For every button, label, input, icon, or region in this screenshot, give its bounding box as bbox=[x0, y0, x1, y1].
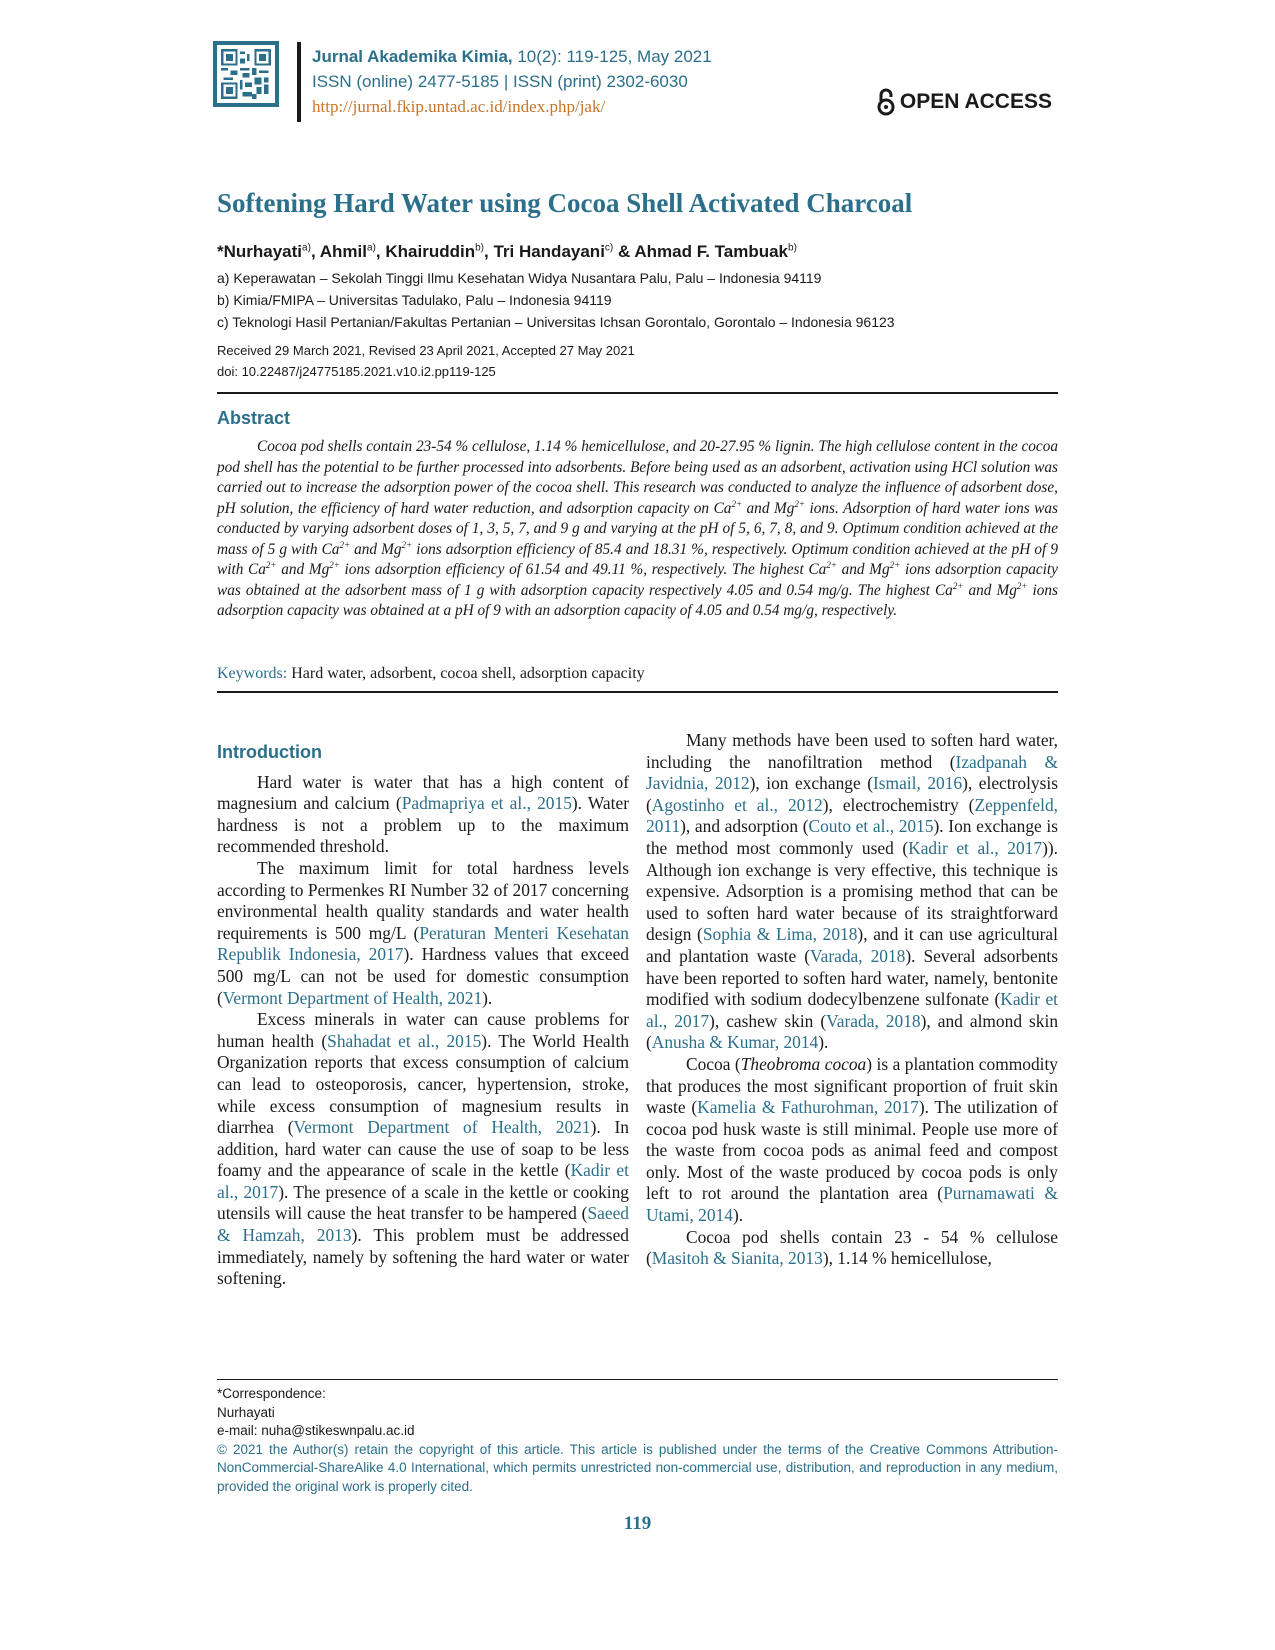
author-name: *Nurhayati bbox=[217, 242, 303, 261]
citation-link[interactable]: Kadir et al., 2017 bbox=[908, 837, 1043, 858]
abstract-text: Cocoa pod shells contain 23-54 % cellulose, 1.14 % hemicellulose, and 20-27.95 % lignin. The high cellulose content in the cocoa pod shell has the potential to be further processed into adsorbents. Before being used as an adsorbent, activation using HCl solution was carried out to increase the adsorption power of the cocoa shell. This research was conducted to analyze the influence of adsorbent dose, pH solution, the efficiency of hard water reduction, and adsorption capacity on $Ca^{2+}$ and $Mg^{2+}$ ions. Adsorption of hard water ions was conducted by varying adsorbent doses of 1, 3, 5, 7, and 9 g and varying at the pH of 5, 6, 7, 8, and 9. Optimum condition achieved at the mass of 5 g with $Ca^{2+}$ and $Mg^{2+}$ ions adsorption efficiency of 85.4 and 18.31 %, respectively. Optimum condition achieved at the pH of 9 with $Ca^{2+}$ and $Mg^{2+}$ ions adsorption efficiency of 61.54 and 49.11 %, respectively. The highest $Ca^{2+}$ and $Mg^{2+}$ ions adsorption capacity was obtained at the adsorbent mass of 1 g with adsorption capacity respectively 4.05 and 0.54 mg/g. The highest $Ca^{2+}$ and $Mg^{2+}$ ions adsorption capacity was obtained at a pH of 9 with an adsorption capacity of 4.05 and 0.54 mg/g, respectively. bbox=[217, 438, 1058, 619]
left-column-paragraph: Excess minerals in water can cause problems for human health (Shahadat et al., 2015). The World Health Organization reports that excess consumption of calcium can lead to osteoporosis, cancer, hypertension, stroke, while excess consumption of magnesium results in diarrhea (Vermont Department of Health, 2021). In addition, hard water can cause the use of soap to be less foamy and the appearance of scale in the kettle (Kadir et al., 2017). The presence of a scale in the kettle or cooking utensils will cause the heat transfer to be hampered (Saeed & Hamzah, 2013). This problem must be addressed immediately, namely by softening the hard water or water softening. bbox=[217, 1009, 630, 1289]
citation-link[interactable]: Zeppenfeld, 2011 bbox=[646, 794, 1058, 837]
affiliation-c: c) Teknologi Hasil Pertanian/Fakultas Pertanian – Universitas Ichsan Gorontalo, Gorontalo – Indonesia 96123 bbox=[217, 314, 895, 330]
citation-link[interactable]: Saeed & Hamzah, 2013 bbox=[217, 1203, 629, 1246]
citation-link[interactable]: Sophia & Lima, 2018 bbox=[702, 924, 858, 945]
author-name: Ahmad F. Tambuak bbox=[634, 242, 789, 261]
affiliation-a: a) Keperawatan – Sekolah Tinggi Ilmu Kesehatan Widya Nusantara Palu, Palu – Indonesia 94119 bbox=[217, 270, 822, 286]
citation-link[interactable]: Kadir et al., 2017 bbox=[646, 989, 1058, 1031]
right-column-paragraph: Cocoa pod shells contain 23 - 54 % cellulose (Masitoh & Sianita, 2013), 1.14 % hemicellulose, bbox=[646, 1226, 1058, 1269]
left-column-paragraph: The maximum limit for total hardness levels according to Permenkes RI Number 32 of 2017 concerning environmental health quality standards and water health requirements is 500 mg/L (Peraturan Menteri Kesehatan Republik Indonesia, 2017). Hardness values that exceed 500 mg/L can not be used for domestic consumption (Vermont Department of Health, 2021). bbox=[217, 857, 630, 1008]
citation-link[interactable]: Ismail, 2016 bbox=[873, 773, 963, 794]
received-dates: Received 29 March 2021, Revised 23 April 2021, Accepted 27 May 2021 bbox=[217, 343, 635, 358]
open-access-lock-icon bbox=[876, 88, 896, 116]
keywords bbox=[217, 665, 645, 683]
citation-link[interactable]: Shahadat et al., 2015 bbox=[327, 1030, 482, 1051]
citation-link[interactable]: Vermont Department of Health, 2021 bbox=[293, 1117, 591, 1138]
author-affiliation-mark: b) bbox=[788, 242, 797, 254]
citation-link[interactable]: Couto et al., 2015 bbox=[808, 816, 934, 837]
correspondence-email[interactable]: e-mail: nuha@stikeswnpalu.ac.id bbox=[217, 1423, 415, 1438]
keywords-text: Hard water, adsorbent, cocoa shell, adsorption capacity bbox=[287, 665, 645, 682]
citation-link[interactable]: Peraturan Menteri Kesehatan Republik Indonesia, 2017 bbox=[217, 922, 629, 965]
citation-link[interactable]: Izadpanah & Javidnia, 2012 bbox=[646, 751, 1059, 794]
citation-link[interactable]: Vermont Department of Health, 2021 bbox=[222, 987, 483, 1008]
journal-issn: ISSN (online) 2477-5185 | ISSN (print) 2302-6030 bbox=[312, 72, 688, 91]
header-divider bbox=[297, 42, 301, 122]
citation-link[interactable]: Kadir et al., 2017 bbox=[217, 1160, 629, 1202]
author-list: *Nurhayati$^{a)}$, Ahmil$^{a)}$, Khairuddin$^{b)}$, Tri Handayani$^{c)}$ & Ahmad F. Tambuak$^{b)}$ bbox=[217, 242, 797, 261]
author-name: Tri Handayani bbox=[493, 242, 605, 261]
qr-code-icon bbox=[213, 41, 279, 107]
journal-citation bbox=[312, 44, 712, 69]
divider-bottom bbox=[217, 691, 1058, 693]
citation-link[interactable]: Kamelia & Fathurohman, 2017 bbox=[697, 1097, 919, 1118]
author-name: Khairuddin bbox=[385, 242, 476, 261]
right-column bbox=[646, 730, 1058, 1270]
correspondence-label: *Correspondence: bbox=[217, 1386, 326, 1401]
divider-top bbox=[217, 392, 1058, 394]
footnote-divider bbox=[217, 1379, 1058, 1380]
open-access-label: OPEN ACCESS bbox=[899, 90, 1052, 113]
article-dates bbox=[217, 340, 635, 382]
citation-link[interactable]: Agostinho et al., 2012 bbox=[651, 794, 823, 815]
author-affiliation-mark: b) bbox=[475, 242, 484, 254]
citation-link[interactable]: Anusha & Kumar, 2014 bbox=[651, 1032, 819, 1053]
author-name: Ahmil bbox=[319, 242, 367, 261]
affiliation-b: b) Kimia/FMIPA – Universitas Tadulako, Palu – Indonesia 94119 bbox=[217, 292, 612, 308]
keywords-label: Keywords: bbox=[217, 665, 288, 682]
license-text: © 2021 the Author(s) retain the copyright of this article. This article is published under the terms of the Creative Commons Attribution-NonCommercial-ShareAlike 4.0 International, which permits unrestricted non-commercial use, distribution, and reproduction in any medium, provided the original work is properly cited. bbox=[217, 1441, 1058, 1494]
author-affiliation-mark: c) bbox=[604, 242, 614, 254]
citation-link[interactable]: Purnamawati & Utami, 2014 bbox=[646, 1183, 1058, 1226]
open-access-badge bbox=[876, 88, 1052, 116]
affiliation-list bbox=[217, 267, 895, 333]
right-column-paragraph: Many methods have been used to soften hard water, including the nanofiltration method (Izadpanah & Javidnia, 2012), ion exchange (Ismail, 2016), electrolysis (Agostinho et al., 2012), electrochemistry (Zeppenfeld, 2011), and adsorption (Couto et al., 2015). Ion exchange is the method most commonly used (Kadir et al., 2017)). Although ion exchange is very effective, this technique is expensive. Adsorption is a promising method that can be used to soften hard water because of its straightforward design (Sophia & Lima, 2018), and it can use agricultural and plantation waste (Varada, 2018). Several adsorbents have been reported to soften hard water, namely, bentonite modified with sodium dodecylbenzene sulfonate (Kadir et al., 2017), cashew skin (Varada, 2018), and almond skin (Anusha & Kumar, 2014). bbox=[646, 730, 1059, 1053]
page-number: 119 bbox=[623, 1513, 652, 1534]
author-affiliation-mark: a) bbox=[367, 242, 376, 254]
right-column-paragraph: Cocoa (Theobroma cocoa) is a plantation commodity that produces the most significant proportion of fruit skin waste (Kamelia & Fathurohman, 2017). The utilization of cocoa pod husk waste is still minimal. People use more of the waste from cocoa pods as animal feed and compost only. Most of the waste produced by cocoa pods is only left to rot around the plantation area (Purnamawati & Utami, 2014). bbox=[646, 1053, 1059, 1226]
citation-link[interactable]: Masitoh & Sianita, 2013 bbox=[651, 1248, 823, 1269]
doi: doi: 10.22487/j24775185.2021.v10.i2.pp119-125 bbox=[217, 364, 496, 379]
journal-url[interactable]: http://jurnal.fkip.untad.ac.id/index.php/jak/ bbox=[312, 97, 606, 116]
citation-link[interactable]: Varada, 2018 bbox=[826, 1010, 921, 1031]
introduction-heading: Introduction bbox=[217, 742, 322, 762]
author-affiliation-mark: a) bbox=[302, 242, 311, 254]
left-column-paragraph: Hard water is water that has a high content of magnesium and calcium (Padmapriya et al., 2015). Water hardness is not a problem up to the maximum recommended threshold. bbox=[217, 771, 629, 857]
citation-link[interactable]: Varada, 2018 bbox=[809, 945, 906, 966]
journal-issue: 10(2): 119-125, May 2021 bbox=[512, 47, 712, 66]
journal-header bbox=[312, 44, 712, 119]
abstract-heading: Abstract bbox=[217, 408, 291, 428]
article-title: Softening Hard Water using Cocoa Shell Activated Charcoal bbox=[217, 188, 913, 218]
left-column bbox=[217, 742, 629, 1290]
correspondence-name: Nurhayati bbox=[217, 1404, 275, 1420]
footnote bbox=[217, 1385, 1058, 1496]
citation-link[interactable]: Padmapriya et al., 2015 bbox=[401, 793, 572, 814]
journal-name: Jurnal Akademika Kimia, bbox=[312, 47, 513, 66]
